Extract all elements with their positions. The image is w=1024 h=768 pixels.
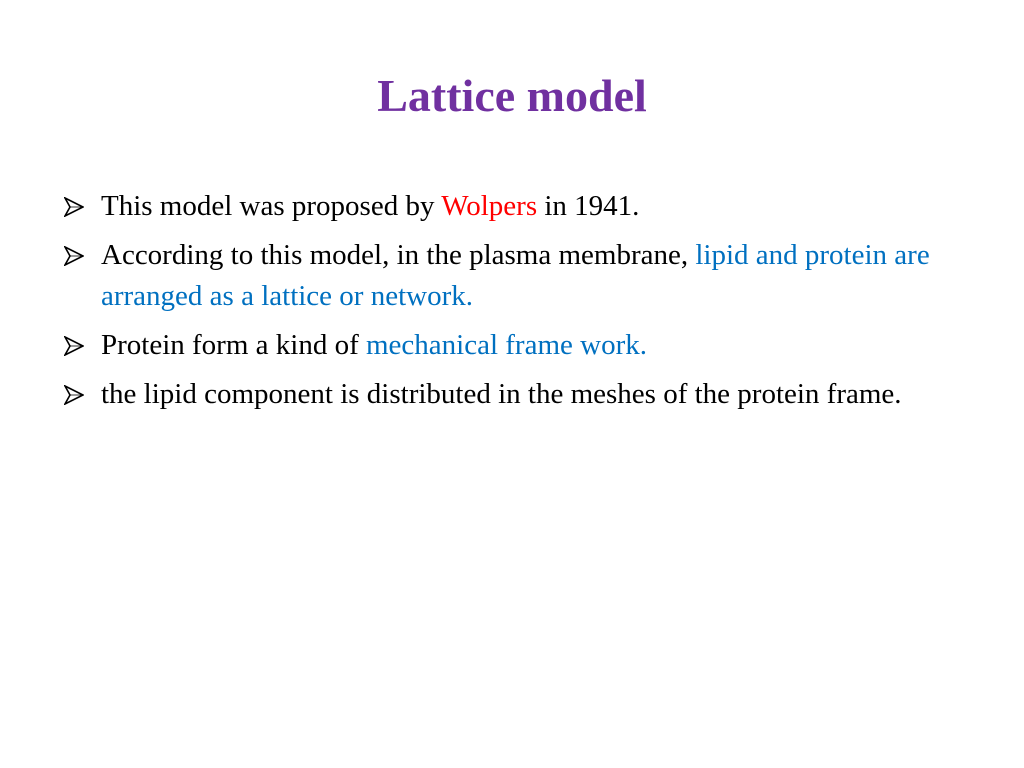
bullet-item <box>64 235 974 317</box>
arrowhead-bullet-icon <box>64 186 86 227</box>
bullet-item <box>64 325 974 366</box>
bullet-item <box>64 374 974 415</box>
slide-title: Lattice model <box>377 70 647 121</box>
highlight-text: lipid and protein are arranged as a lattice or network. <box>101 239 930 312</box>
bullet-text: This model was proposed by <box>101 190 442 222</box>
highlight-text: mechanical frame work. <box>365 329 647 361</box>
bullet-text: in 1941. <box>537 190 640 222</box>
bullet-item <box>64 186 974 227</box>
arrowhead-bullet-icon <box>64 235 86 276</box>
bullet-text: According to this model, in the plasma membrane, <box>101 239 696 271</box>
bullet-list <box>64 186 974 423</box>
highlight-author: Wolpers <box>441 190 538 222</box>
arrowhead-bullet-icon <box>64 374 86 415</box>
bullet-text: Protein form a kind of <box>101 329 366 361</box>
arrowhead-bullet-icon <box>64 325 86 366</box>
bullet-text: the lipid component is distributed in the meshes of the protein frame. <box>101 378 902 410</box>
